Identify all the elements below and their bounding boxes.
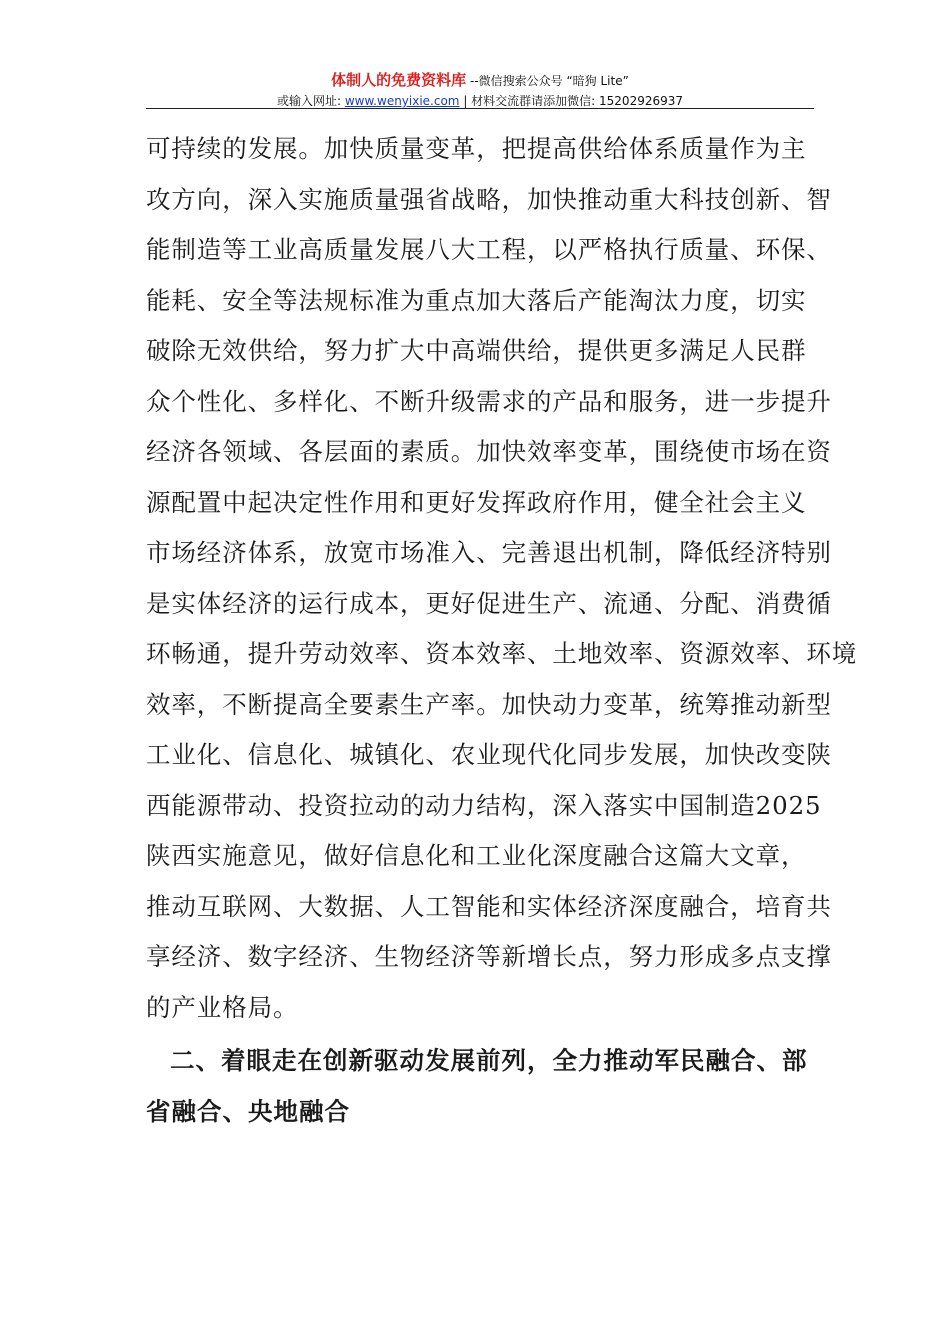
site-name: 体制人的免费资料库 bbox=[331, 71, 467, 89]
text-line: 推动互联网、大数据、人工智能和实体经济深度融合，培育共 bbox=[146, 891, 832, 921]
text-line: 效率，不断提高全要素生产率。加快动力变革，统筹推动新型 bbox=[146, 689, 832, 719]
text-line: 工业化、信息化、城镇化、农业现代化同步发展，加快改变陕 bbox=[146, 740, 832, 769]
page-header bbox=[146, 70, 814, 110]
header-title-line bbox=[146, 70, 814, 92]
text-line: 攻方向，深入实施质量强省战略，加快推动重大科技创新、智 bbox=[146, 184, 832, 214]
text-line: 西能源带动、投资拉动的动力结构，深入落实中国制造2025 bbox=[146, 790, 822, 820]
text-line: 可持续的发展。加快质量变革，把提高供给体系质量作为主 bbox=[146, 134, 807, 163]
heading-line: 省融合、央地融合 bbox=[146, 1096, 350, 1126]
text-line: 破除无效供给，努力扩大中高端供给，提供更多满足人民群 bbox=[146, 336, 807, 365]
text-line: 享经济、数字经济、生物经济等新增长点，努力形成多点支撑 bbox=[146, 942, 832, 971]
text-line: 能耗、安全等法规标准为重点加大落后产能淘汰力度，切实 bbox=[146, 285, 807, 315]
header-divider bbox=[146, 108, 814, 109]
text-line: 是实体经济的运行成本，更好促进生产、流通、分配、消费循 bbox=[146, 588, 832, 618]
text-line: 环畅通，提升劳动效率、资本效率、土地效率、资源效率、环境 bbox=[146, 639, 858, 668]
text-line: 能制造等工业高质量发展八大工程，以严格执行质量、环保、 bbox=[146, 235, 832, 264]
text-line: 源配置中起决定性作用和更好发挥政府作用，健全社会主义 bbox=[146, 487, 807, 517]
slogan: --微信搜索公众号 “暗狗 Lite” bbox=[466, 74, 629, 88]
url-prefix: 或输入网址: bbox=[276, 94, 345, 108]
text-line: 市场经济体系，放宽市场准入、完善退出机制，降低经济特别 bbox=[146, 538, 832, 567]
text-line: 经济各领域、各层面的素质。加快效率变革，围绕使市场在资 bbox=[146, 437, 832, 466]
text-line: 陕西实施意见，做好信息化和工业化深度融合这篇大文章， bbox=[146, 841, 807, 870]
text-line: 的产业格局。 bbox=[146, 992, 299, 1022]
website-link[interactable]: www.wenyixie.com bbox=[344, 94, 460, 108]
body-paragraph bbox=[146, 124, 858, 1033]
heading-line: 二、着眼走在创新驱动发展前列，全力推动军民融合、部 bbox=[170, 1046, 808, 1075]
text-line: 众个性化、多样化、不断升级需求的产品和服务，进一步提升 bbox=[146, 386, 832, 416]
section-heading bbox=[146, 1036, 806, 1137]
contact-suffix: | 材料交流群请添加微信: 15202926937 bbox=[459, 94, 684, 108]
